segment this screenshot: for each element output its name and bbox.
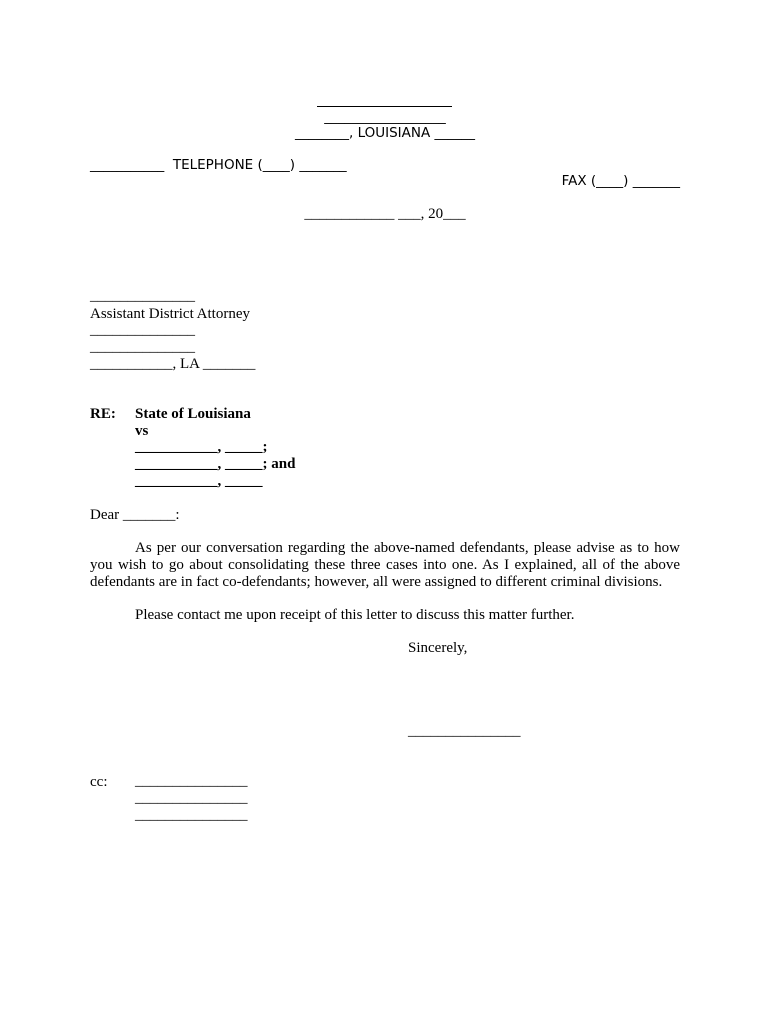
recipient-city-line: ___________, LA _______ [90, 356, 256, 372]
recipient-title: Assistant District Attorney [90, 306, 250, 322]
letterhead-name-line [317, 106, 452, 107]
re-vs: vs [135, 423, 149, 439]
signature-line: _______________ [408, 723, 521, 739]
recipient-address-line-1: ______________ [90, 322, 195, 338]
re-defendant-1: ___________, _____; [135, 439, 268, 455]
body-paragraph-1: As per our conversation regarding the above-named defendants, please advise as to how you wish to go about consolidating these three cases into one. As I explained, all of the above defendants are in fact co-defendants; however, all were assigned to different criminal divisions. [90, 540, 680, 590]
cc-line-2: _______________ [135, 790, 248, 806]
re-defendant-2: ___________, _____; and [135, 456, 296, 472]
re-case-title: State of Louisiana [135, 406, 251, 422]
closing: Sincerely, [408, 640, 468, 656]
letterhead-fax-line: FAX (____) _______ [561, 173, 680, 189]
recipient-address-line-2: ______________ [90, 339, 195, 355]
body-paragraph-2: Please contact me upon receipt of this letter to discuss this matter further. [135, 607, 575, 623]
cc-line-1: _______________ [135, 773, 248, 789]
recipient-name-line: ______________ [90, 288, 195, 304]
letterhead-telephone-line: ___________ TELEPHONE (____) _______ [90, 157, 347, 173]
salutation: Dear _______: [90, 507, 180, 523]
re-label: RE: [90, 406, 116, 422]
date-line: ____________ ___, 20___ [304, 206, 466, 222]
cc-line-3: _______________ [135, 807, 248, 823]
re-defendant-3: ___________, _____ [135, 473, 263, 489]
letterhead-address-line: __________________ [324, 109, 446, 125]
cc-label: cc: [90, 774, 108, 790]
letterhead-city-state-line: ________, LOUISIANA ______ [294, 125, 476, 141]
